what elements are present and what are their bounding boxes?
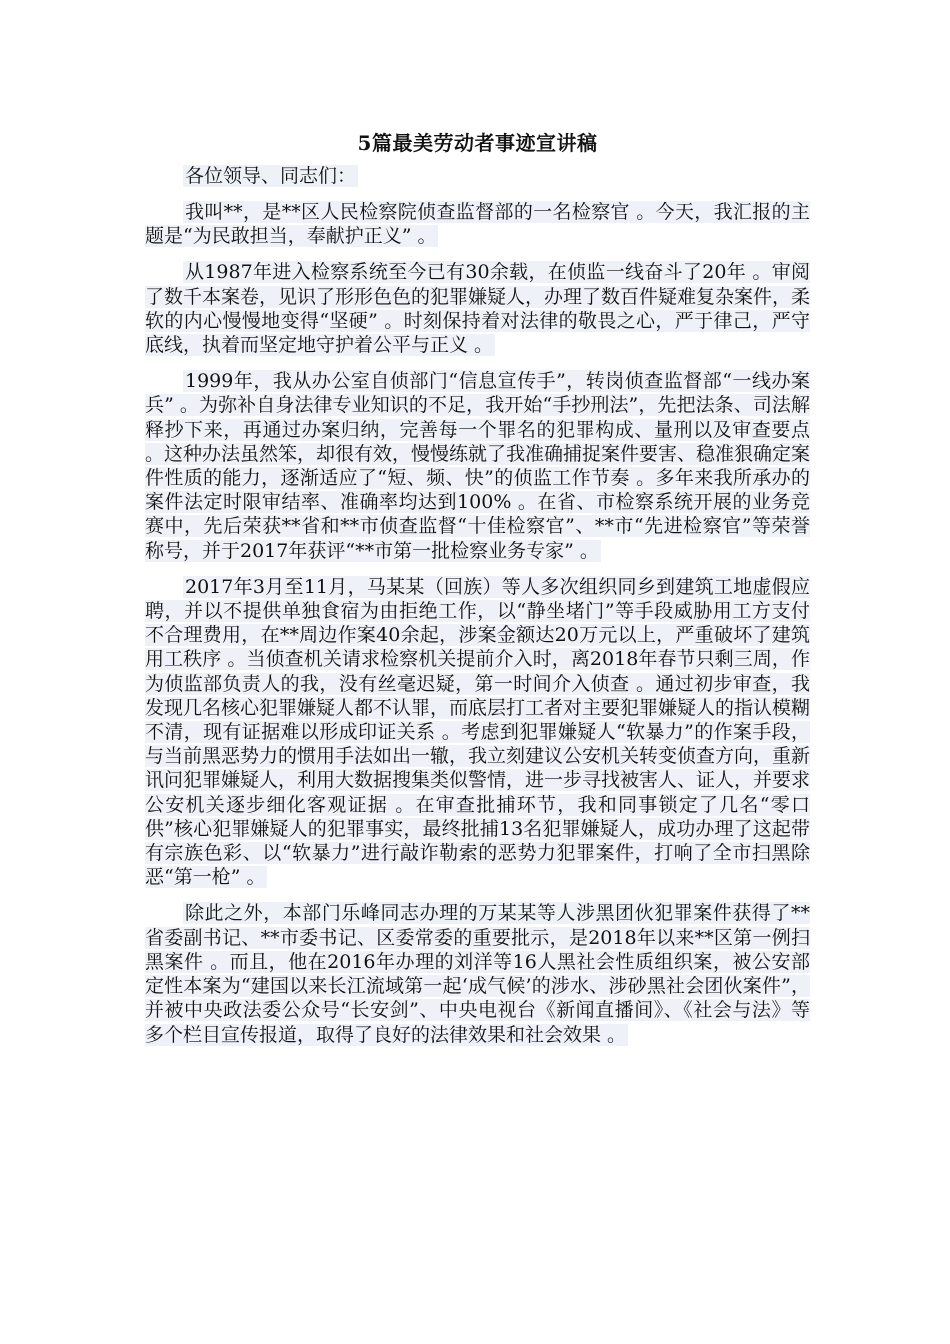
paragraph-text: 从1987年进入检察系统至今已有30余载，在侦监一线奋斗了20年 。审阅了数千本案卷，见识了形形色色的犯罪嫌疑人，办理了数百件疑难复杂案件，柔软的内心慢慢地变得“坚硬” 。时刻保持着对法律的敬畏之心，严于律己，严守底线，执着而坚定地守护着公平与正义 。 xyxy=(145,261,811,357)
paragraph-1 xyxy=(145,200,810,248)
paragraph-4 xyxy=(145,575,810,890)
paragraph-5 xyxy=(145,901,810,1046)
greeting xyxy=(145,164,810,188)
paragraph-2 xyxy=(145,260,810,357)
greeting-text: 各位领导、同志们： xyxy=(185,165,357,187)
paragraph-text: 除此之外，本部门乐峰同志办理的万某某等人涉黑团伙犯罪案件获得了**省委副书记、**市委书记、区委常委的重要批示，是2018年以来**区第一例扫黑案件 。而且，他在2016年办理的刘洋等16人黑社会性质组织案，被公安部定性本案为“建国以来长江流域第一起‘成气候’的涉水、涉砂黑社会团伙案件”，并被中央政法委公众号“长安剑”、中央电视台《新闻直播间》、《社会与法》等多个栏目宣传报道，取得了良好的法律效果和社会效果 。 xyxy=(145,902,810,1046)
document-title: 5篇最美劳动者事迹宣讲稿 xyxy=(357,131,598,155)
document-page xyxy=(145,128,810,1059)
paragraph-3 xyxy=(145,369,810,563)
paragraph-text: 1999年，我从办公室自侦部门“信息宣传手”，转岗侦查监督部“一线办案兵” 。为弥补自身法律专业知识的不足，我开始“手抄刑法”，先把法条、司法解释抄下来，再通过办案归纳，完善每一个罪名的犯罪构成、量刑以及审查要点 。这种办法虽然笨，却很有效，慢慢练就了我准确捕捉案件要害、稳准狠确定案件性质的能力，逐渐适应了“短、频、快”的侦监工作节奏 。多年来我所承办的案件法定时限审结率、准确率均达到100% 。在省、市检察系统开展的业务竞赛中，先后荣获**省和**市侦查监督“十佳检察官”、**市“先进检察官”等荣誉称号，并于2017年获评“**市第一批检察业务专家” 。 xyxy=(145,370,811,562)
paragraph-text: 2017年3月至11月，马某某（回族）等人多次组织同乡到建筑工地虚假应聘，并以不提供单独食宿为由拒绝工作，以“静坐堵门”等手段威胁用工方支付不合理费用，在**周边作案40余起，涉案金额达20万元以上，严重破坏了建筑用工秩序 。当侦查机关请求检察机关提前介入时，离2018年春节只剩三周，作为侦监部负责人的我，没有丝毫迟疑，第一时间介入侦查 。通过初步审查，我发现几名核心犯罪嫌疑人都不认罪，而底层打工者对主要犯罪嫌疑人的指认模糊不清，现有证据难以形成印证关系 。考虑到犯罪嫌疑人“软暴力”的作案手段，与当前黑恶势力的惯用手法如出一辙，我立刻建议公安机关转变侦查方向，重新讯问犯罪嫌疑人，利用大数据搜集类似警情，进一步寻找被害人、证人，并要求公安机关逐步细化客观证据 。在审查批捕环节，我和同事锁定了几名“零口供”核心犯罪嫌疑人的犯罪事实，最终批捕13名犯罪嫌疑人，成功办理了这起带有宗族色彩、以“软暴力”进行敲诈勒索的恶势力犯罪案件，打响了全市扫黑除恶“第一枪” 。 xyxy=(145,575,811,889)
paragraph-text: 我叫**，是**区人民检察院侦查监督部的一名检察官 。今天，我汇报的主题是“为民敢担当，奉献护正义” 。 xyxy=(145,201,810,248)
